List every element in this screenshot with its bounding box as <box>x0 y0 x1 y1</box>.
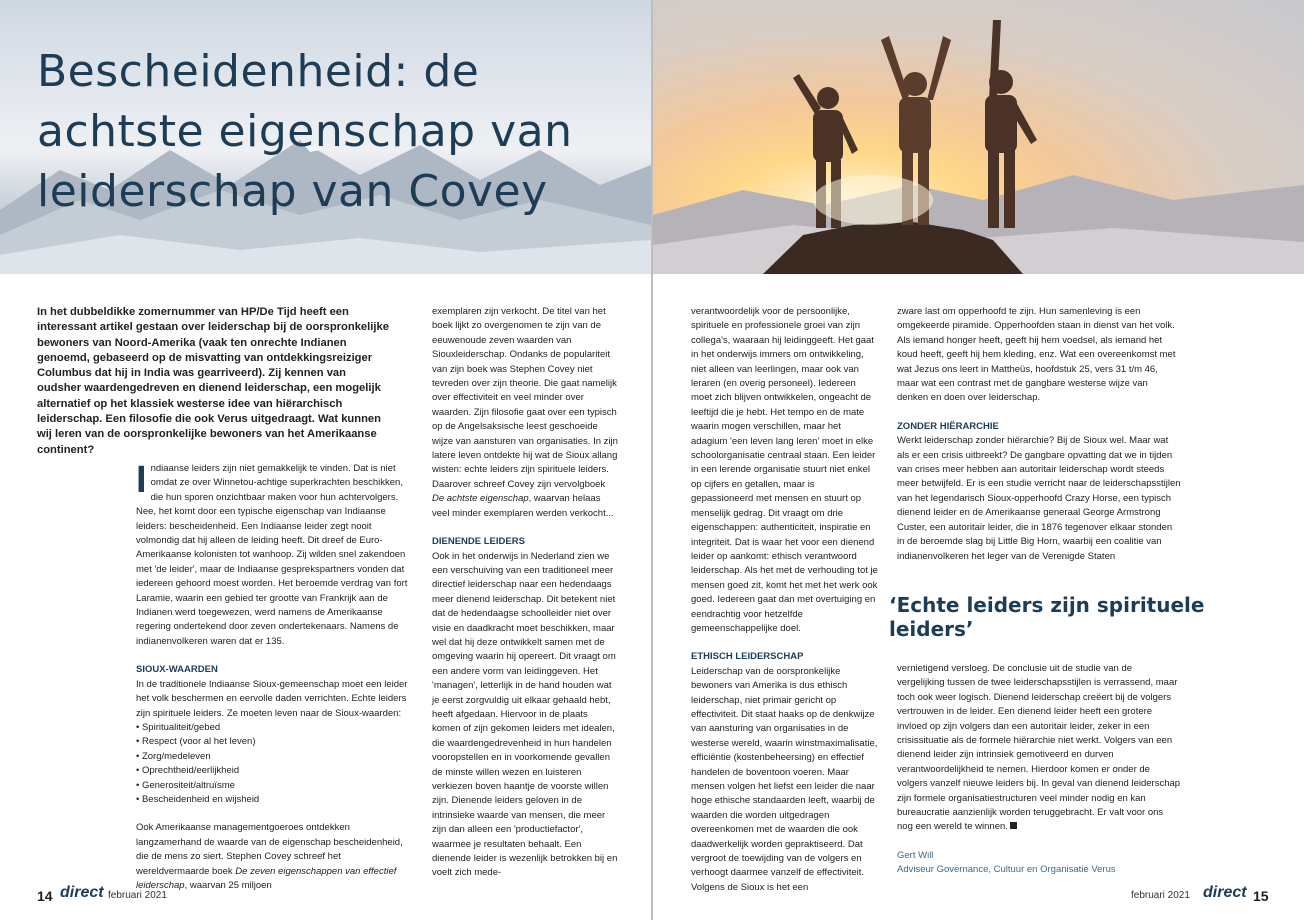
pull-quote: ‘Echte leiders zijn spirituele leiders’ <box>889 593 1205 641</box>
subheading-zonder-hierarchie: ZONDER HIËRARCHIE <box>897 420 999 432</box>
three-people-summit-image <box>653 0 1304 274</box>
lead-paragraph: In het dubbeldikke zomernummer van HP/De Tijd heeft een interessant artikel gestaan over leiderschap bij de oorspronkelijke bewoners van Noord-Amerika (vaak ten onrechte Indianen genoemd, gebaseerd op de misvatting van ontdekkingsreiziger Columbus dat hij in India was gearriveerd). Zij kennen van oudsher waardengedreven en dienend leiderschap, een mogelijk alternatief op het klassiek westerse idee van hiërarchisch leiderschap. Een filosofie die ook Verus uitgedraagt. Wat kunnen wij leren van de oorspronkelijke bewoners van het Amerikaanse continent? <box>37 306 389 456</box>
subheading-dienende-leiders: DIENENDE LEIDERS <box>432 536 525 548</box>
list-item: • Generositeit/altruïsme <box>136 779 416 793</box>
column-1 <box>136 459 416 893</box>
issue-date-left: februari 2021 <box>108 890 167 901</box>
hero-image-silhouettes <box>653 0 1304 274</box>
ontwikkeling-paragraph: verantwoordelijk voor de persoonlijke, spirituele en professionele groei van zijn collega's, waaraan hij leidinggeeft. Het gaat in het onderwijs immers om ontwikkeling, niet alleen van leerlingen, maar ook van leraren (en overig personeel). Iedereen moet zich blijven ontwikkelen, ongeacht de leeftijd die je hebt. Het tempo en de mate waarin mogen verschillen, maar het adagium 'een leven lang leren' moet in elke schoolorganisatie centraal staan. Een leider in een lerende organisatie stuurt niet enkel op cijfers en getallen, maar is gepassioneerd met mensen en stuurt op menselijk gedrag. Dit vraagt om drie eigenschappen: authenticiteit, inspiratie en integriteit. Dat is waar het voor een dienend leider op aankomt: ethisch verantwoord leiderschap. Als het met de verhouding tot je mensen goed zit, komt het met het werk ook goed. Iedereen gaat dan met overtuiging en eendrachtig voor hetzelfde gemeenschappelijke doel. <box>691 306 878 634</box>
magazine-logo-right: direct <box>1203 884 1247 901</box>
column-4-top <box>897 305 1181 564</box>
end-mark-icon <box>1010 822 1017 829</box>
author-role: Adviseur Governance, Cultuur en Organisatie Verus <box>897 864 1116 876</box>
intro-paragraph: Indiaanse leiders zijn niet gemakkelijk te vinden. Dat is niet omdat ze over Winnetou-achtige superkrachten beschikken, die hun sporen onzichtbaar maken voor hun achtervolgers. Nee, het komt door een typische eigenschap van Indiaanse leiders: bescheidenheid. Een Indiaanse leider zegt nooit volmondig dat hij alleen de leiding heeft. Dit dreef de Euro-Amerikaanse kolonisten tot wanhoop. Zij wilden snel zakendoen met 'de leider', maar de Indiaanse gesprekspartners vonden dat iedereen gehoord moest worden. Het beroemde verdrag van fort Laramie, waarin een gebied ter grootte van Frankrijk aan de Indianen werd toegewezen, werd namens de Amerikaanse regering ondertekend door zeven ondertekenaars. Namens de indianenvolkeren waren dat er 135. <box>136 459 408 647</box>
covey-continued-paragraph: exemplaren zijn verkocht. De titel van het boek lijkt zo overgenomen te zijn van de eeuwenoude zeven waarden van Siouxleiderschap. Ondanks de populariteit van zijn boek was Stephen Covey niet tevreden over zijn theorie. Die gaat namelijk over effectiviteit en veel minder over waarden. Zijn filosofie gaat over een typisch op de Angelsaksische leest geschoeide wijze van aansturen van organisaties. In zijn latere leven ontdekte hij wat de Sioux allang wisten: echte leiders zijn spirituele leiders. Daarover schreef Covey zijn vervolgboek De achtste eigenschap, waarvan helaas veel minder exemplaren werden verkocht... <box>432 306 618 519</box>
conclusie-paragraph: vernietigend versloeg. De conclusie uit de studie van de vergelijking tussen de twee leiderschapsstijlen is verrassend, maar toch ook weer logisch. Dienend leiderschap creëert bij de volgers vertrouwen in de leider. Een dienend leider heeft een grotere invloed op zijn volgers dan een autoritair leider, zeker in een crisissituatie als de formele hiërarchie niet werkt. Volgers van een dienend leider zijn intrinsiek gemotiveerd en durven verantwoordelijkheid te nemen. Hierdoor komen er onder de volgers vanzelf nieuwe leiders bij. In geval van dienend leiderschap zijn formele organisatiestructuren veel minder nodig en kan bureaucratie aanzienlijk worden teruggebracht. Er valt voor ons nog een wereld te winnen. <box>897 663 1181 833</box>
list-item: • Spiritualiteit/gebed <box>136 721 416 735</box>
column-3 <box>691 305 879 895</box>
hierarchie-paragraph: Werkt leiderschap zonder hiërarchie? Bij de Sioux wel. Maar wat als er een crisis uitbreekt? De gangbare opvatting dat we in tijden van crises meer hebben aan autoritair leiderschap wordt steeds meer betwijfeld. Er is een studie verricht naar de leiderschapsstijlen van het legendarisch Sioux-opperhoofd Crazy Horse, een typisch dienend leider en de Amerikaanse generaal George Armstrong Custer, een autoritair leider, die in 1876 tegenover elkaar stonden in de beroemde slag bij Little Big Horn, waarbij een coalitie van indianenvolkeren het leger van de Verenigde Staten <box>897 435 1181 562</box>
issue-date-right: februari 2021 <box>1131 890 1190 901</box>
magazine-logo-left: direct <box>60 884 104 901</box>
sioux-paragraph: In de traditionele Indiaanse Sioux-gemeenschap moet een leider het volk beschermen en eervolle daden verrichten. Echte leiders zijn spirituele leiders. Ze moeten leven naar de Sioux-waarden: <box>136 678 408 719</box>
column-2 <box>432 305 618 881</box>
list-item: • Bescheidenheid en wijsheid <box>136 793 416 807</box>
list-item: • Zorg/medeleven <box>136 750 416 764</box>
article-title: Bescheidenheid: de achtste eigenschap van leiderschap van Covey <box>37 46 573 217</box>
list-item: • Respect (voor al het leven) <box>136 735 416 749</box>
page-number-left: 14 <box>37 888 53 904</box>
left-page <box>0 0 651 920</box>
column-4-bottom <box>897 662 1181 878</box>
ethisch-paragraph: Leiderschap van de oorspronkelijke bewoners van Amerika is dus ethisch leiderschap, niet primair gericht op effectiviteit. Dit staat haaks op de denkwijze van aansturing van organisaties in de westerse wereld, waarin winstmaximalisatie, efficiëntie (kostenbeheersing) en effectief handelen de boventoon voeren. Maar mensen volgen het liefst een leider die naar hoge ethische standaarden leeft, waarbij de waarden die worden uitgedragen overeenkomen met de waarden die ook daadwerkelijk worden gepraktiseerd. Dat vergroot de toewijding van de volgers en verhoogt daarmee vanzelf de effectiviteit. Volgens de Sioux is het een <box>691 665 878 893</box>
subheading-sioux-waarden: SIOUX-WAARDEN <box>136 664 218 676</box>
author-name: Gert Will <box>897 849 934 861</box>
right-page <box>653 0 1304 920</box>
dienende-paragraph: Ook in het onderwijs in Nederland zien we een verschuiving van een traditioneel meer directief leiderschap naar een hedendaags meer dienend leiderschap. Dit betekent niet dat de hedendaagse schoolleider niet over visie en daadkracht moet beschikken, maar wel dat hij deze ontwikkelt samen met de omgeving waarin hij opereert. Dit vraagt om een andere vorm van leidinggeven. Het 'managen', letterlijk in de hand houden wat je eerst zorgvuldig uit elkaar gehaald hebt, heeft afgedaan. Hiervoor in de plaats komen of zijn gekomen leiders met idealen, die waardengedrevenheid in hun handelen vooropstellen en in voorkomende gevallen de minste willen wezen en luisteren verkiezen boven haantje de voorste willen zijn. Dienende leiders geloven in de intrinsieke waarde van mensen, die meer zijn dan alleen een 'productiefactor', waarmee je resultaten behaalt. Een dienende leider is wezenlijk betrokken bij en voelt zich mede- <box>432 550 618 879</box>
subheading-ethisch-leiderschap: ETHISCH LEIDERSCHAP <box>691 651 804 663</box>
covey-paragraph: Ook Amerikaanse managementgoeroes ontdekken langzamerhand de waarde van de eigenschap bescheidenheid, die de mens zo siert. Stephen Covey schreef het wereldvermaarde boek De zeven eigenschappen van effectief leiderschap, waarvan 25 miljoen <box>136 822 403 891</box>
page-number-right: 15 <box>1253 888 1269 904</box>
list-item: • Oprechtheid/eerlijkheid <box>136 764 416 778</box>
drop-cap: I <box>136 459 147 501</box>
opperhoofd-paragraph: zware last om opperhoofd te zijn. Hun samenleving is een omgekeerde piramide. Opperhoofden staan in dienst van het volk. Als iemand honger heeft, geeft hij hem voedsel, als iemand het koud heeft, geeft hij hem kleding, enz. Wat een overeenkomst met wat Jezus ons leert in Mattheüs, hoofdstuk 25, vers 31 t/m 46, maar wat een contrast met de gangbare westerse wijze van denken en doen over leiderschap. <box>897 306 1176 404</box>
sioux-values-list <box>136 721 416 807</box>
